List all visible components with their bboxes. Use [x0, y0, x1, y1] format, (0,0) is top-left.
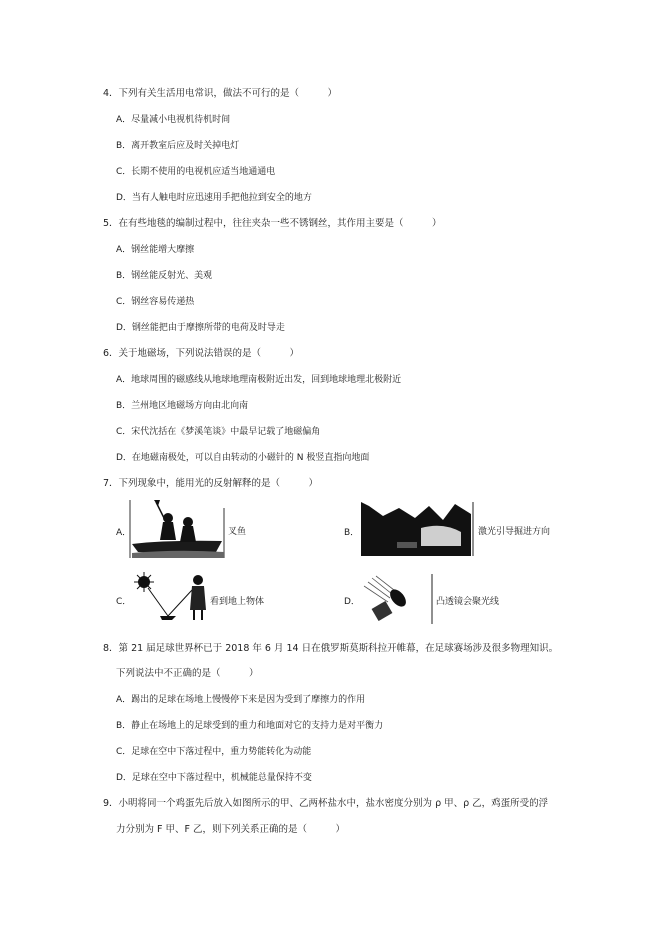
- question-5-stem: 5．在有些地毯的编制过程中，往往夹杂一些不锈钢丝，其作用主要是（ ）: [103, 218, 442, 229]
- question-4-option-a: A．尽量减小电视机待机时间: [116, 115, 231, 125]
- question-9-stem-continued: 力分别为 F 甲、F 乙，则下列关系正确的是（ ）: [116, 824, 345, 835]
- laser-tunnel-image: [359, 502, 479, 556]
- question-8-option-d: D．足球在空中下落过程中，机械能总量保持不变: [116, 773, 312, 783]
- question-4-option-b: B．离开教室后应及时关掉电灯: [116, 141, 240, 151]
- question-6-option-a: A．地球周围的磁感线从地球地理南极附近出发，回到地球地理北极附近: [116, 375, 402, 385]
- seeing-ground-object-image: [134, 572, 210, 622]
- question-4-option-d: D．当有人触电时应迅速用手把他拉到安全的地方: [116, 193, 312, 203]
- question-5-option-d: D．钢丝能把由于摩擦所带的电荷及时导走: [116, 323, 285, 333]
- question-6-option-c: C．宋代沈括在《梦溪笔谈》中最早记载了地磁偏角: [116, 427, 321, 437]
- question-5-option-a: A．钢丝能增大摩擦: [116, 245, 195, 255]
- question-8-option-b: B．静止在场地上的足球受到的重力和地面对它的支持力是对平衡力: [116, 721, 384, 731]
- question-7-option-a-letter: A．: [116, 528, 132, 538]
- question-9-stem: 9．小明将同一个鸡蛋先后放入如图所示的甲、乙两杯盐水中，盐水密度分别为 ρ 甲、ρ 乙，鸡蛋所受的浮: [103, 798, 549, 809]
- question-5-option-c: C．钢丝容易传递热: [116, 297, 195, 307]
- question-7-option-b-caption: 激光引导掘进方向: [478, 527, 551, 537]
- question-8-option-a: A．踢出的足球在场地上慢慢停下来是因为受到了摩擦力的作用: [116, 695, 366, 705]
- question-4-stem: 4．下列有关生活用电常识，做法不可行的是（ ）: [103, 88, 338, 99]
- question-7-option-d-caption: 凸透镜会聚光线: [436, 597, 500, 607]
- question-7-option-c-caption: 看到地上物体: [210, 597, 265, 607]
- question-7-option-c-letter: C．: [116, 597, 132, 607]
- spear-fishing-image: [126, 500, 226, 558]
- question-7-option-a-caption: 叉鱼: [228, 527, 247, 537]
- question-6-option-d: D．在地磁南极处，可以自由转动的小磁针的 N 极竖直指向地面: [116, 453, 370, 463]
- question-7-option-b-letter: B．: [344, 528, 360, 538]
- question-6-option-b: B．兰州地区地磁场方向由北向南: [116, 401, 249, 411]
- question-7-stem: 7．下列现象中，能用光的反射解释的是（ ）: [103, 478, 319, 489]
- question-4-option-c: C．长期不使用的电视机应适当地通通电: [116, 167, 276, 177]
- convex-lens-image: [362, 574, 434, 624]
- question-8-stem: 8．第 21 届足球世界杯已于 2018 年 6 月 14 日在俄罗斯莫斯科拉开帷幕，在足球赛场涉及很多物理知识。: [103, 643, 559, 654]
- question-8-option-c: C．足球在空中下落过程中，重力势能转化为动能: [116, 747, 312, 757]
- question-5-option-b: B．钢丝能反射光、美观: [116, 271, 213, 281]
- question-7-option-d-letter: D．: [344, 597, 360, 607]
- question-6-stem: 6．关于地磁场，下列说法错误的是（ ）: [103, 348, 300, 359]
- question-8-stem-continued: 下列说法中不正确的是（ ）: [116, 668, 259, 679]
